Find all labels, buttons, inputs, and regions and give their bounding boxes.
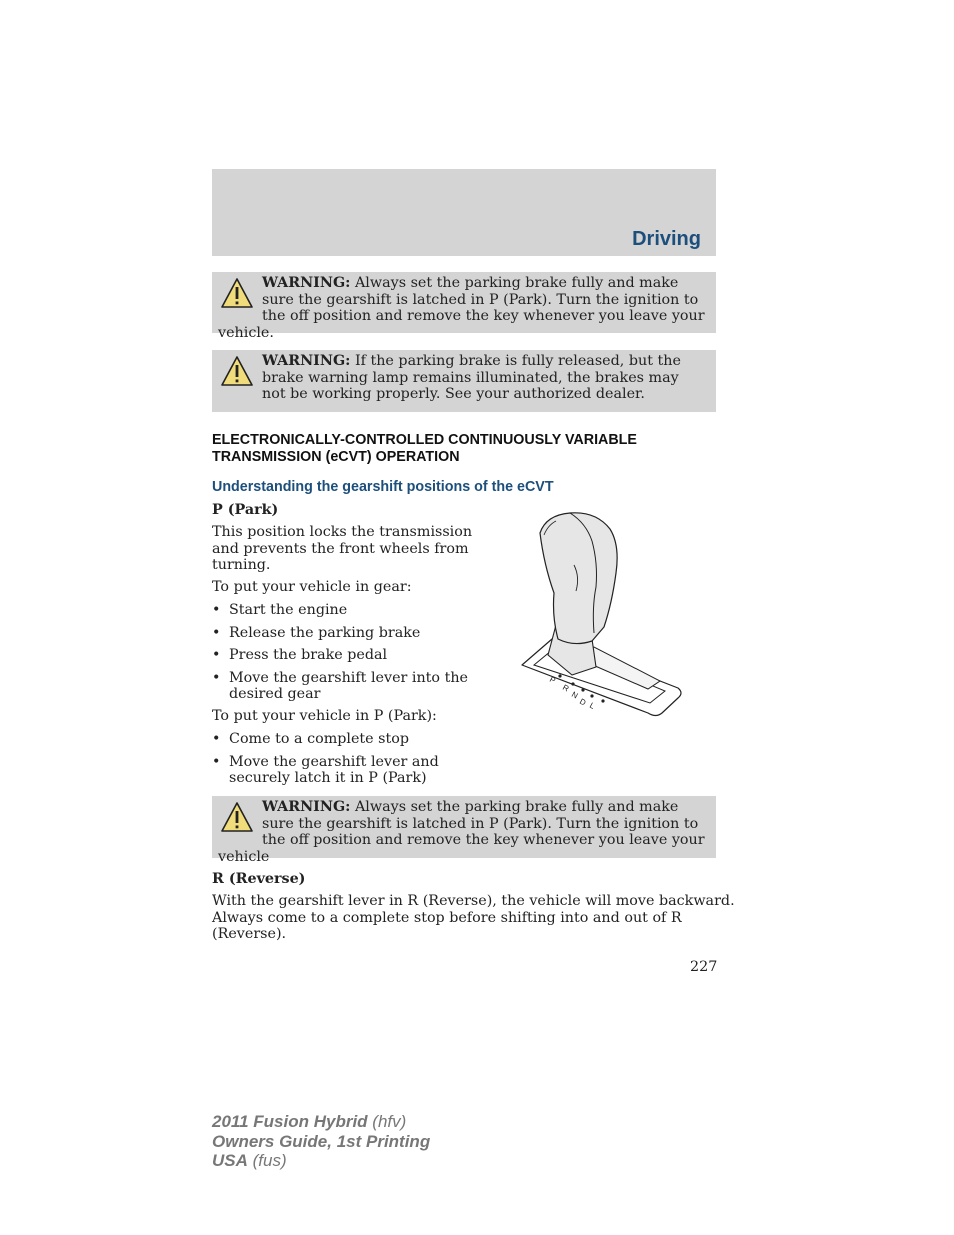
park-heading: P (Park) [212,502,279,518]
reverse-text-line: With the gearshift lever in R (Reverse), the vehicle will move backward. [212,893,735,909]
warning-triangle-icon [220,277,254,311]
warning-text: Always set the parking brake fully and make sure the gearshift is latched in P (Park). Turn the ignition to the off position and remove the key whenever you leave your vehicle [218,799,705,865]
footer [212,1112,430,1171]
footer-model: 2011 Fusion Hybrid [212,1112,368,1131]
park-description-line: This position locks the transmission [212,524,473,540]
warning-box [212,350,716,412]
warning-label: WARNING: [262,353,351,369]
gear-intro: To put your vehicle in gear: [212,579,412,595]
warning-label: WARNING: [262,799,351,815]
footer-edition: Owners Guide, 1st Printing [212,1131,431,1151]
footer-model-code: (hfv) [367,1112,407,1131]
park-description-line: turning. [212,557,271,573]
park-description-line: and prevents the front wheels from [212,541,469,557]
page-number: 227 [690,959,718,975]
footer-market-code: (fus) [247,1151,287,1170]
warning-box [212,796,716,865]
section-title: Driving [632,228,701,250]
section-heading [212,432,732,466]
reverse-text-line: (Reverse). [212,926,287,942]
header-band [212,169,716,256]
gear-letter: R [561,682,571,694]
gear-letter: N [570,689,580,701]
warning-triangle-icon [220,355,254,389]
warning-text: Always set the parking brake fully and make sure the gearshift is latched in P (Park). Turn the ignition to the off position and remove the key whenever you leave your vehicle. [218,275,705,341]
gear-letter: P [548,674,558,686]
gearshift-illustration [512,505,684,749]
section-heading-line: TRANSMISSION (eCVT) OPERATION [212,449,460,465]
warning-triangle-icon [220,801,254,835]
gear-letter: D [578,696,588,708]
warning-text: If the parking brake is fully released, but the brake warning lamp remains illuminated, the brakes may not be working properly. See your authorized dealer. [262,353,681,403]
warning-label: WARNING: [262,275,351,291]
section-heading-line: ELECTRONICALLY-CONTROLLED CONTINUOUSLY VARIABLE [212,432,637,448]
footer-market: USA [212,1151,248,1170]
warning-box [212,272,716,341]
reverse-text-line: Always come to a complete stop before shifting into and out of R [212,910,682,926]
sub-heading: Understanding the gearshift positions of the eCVT [212,479,554,495]
gear-letter: L [588,700,597,711]
reverse-heading: R (Reverse) [212,871,306,887]
park-intro: To put your vehicle in P (Park): [212,708,437,724]
